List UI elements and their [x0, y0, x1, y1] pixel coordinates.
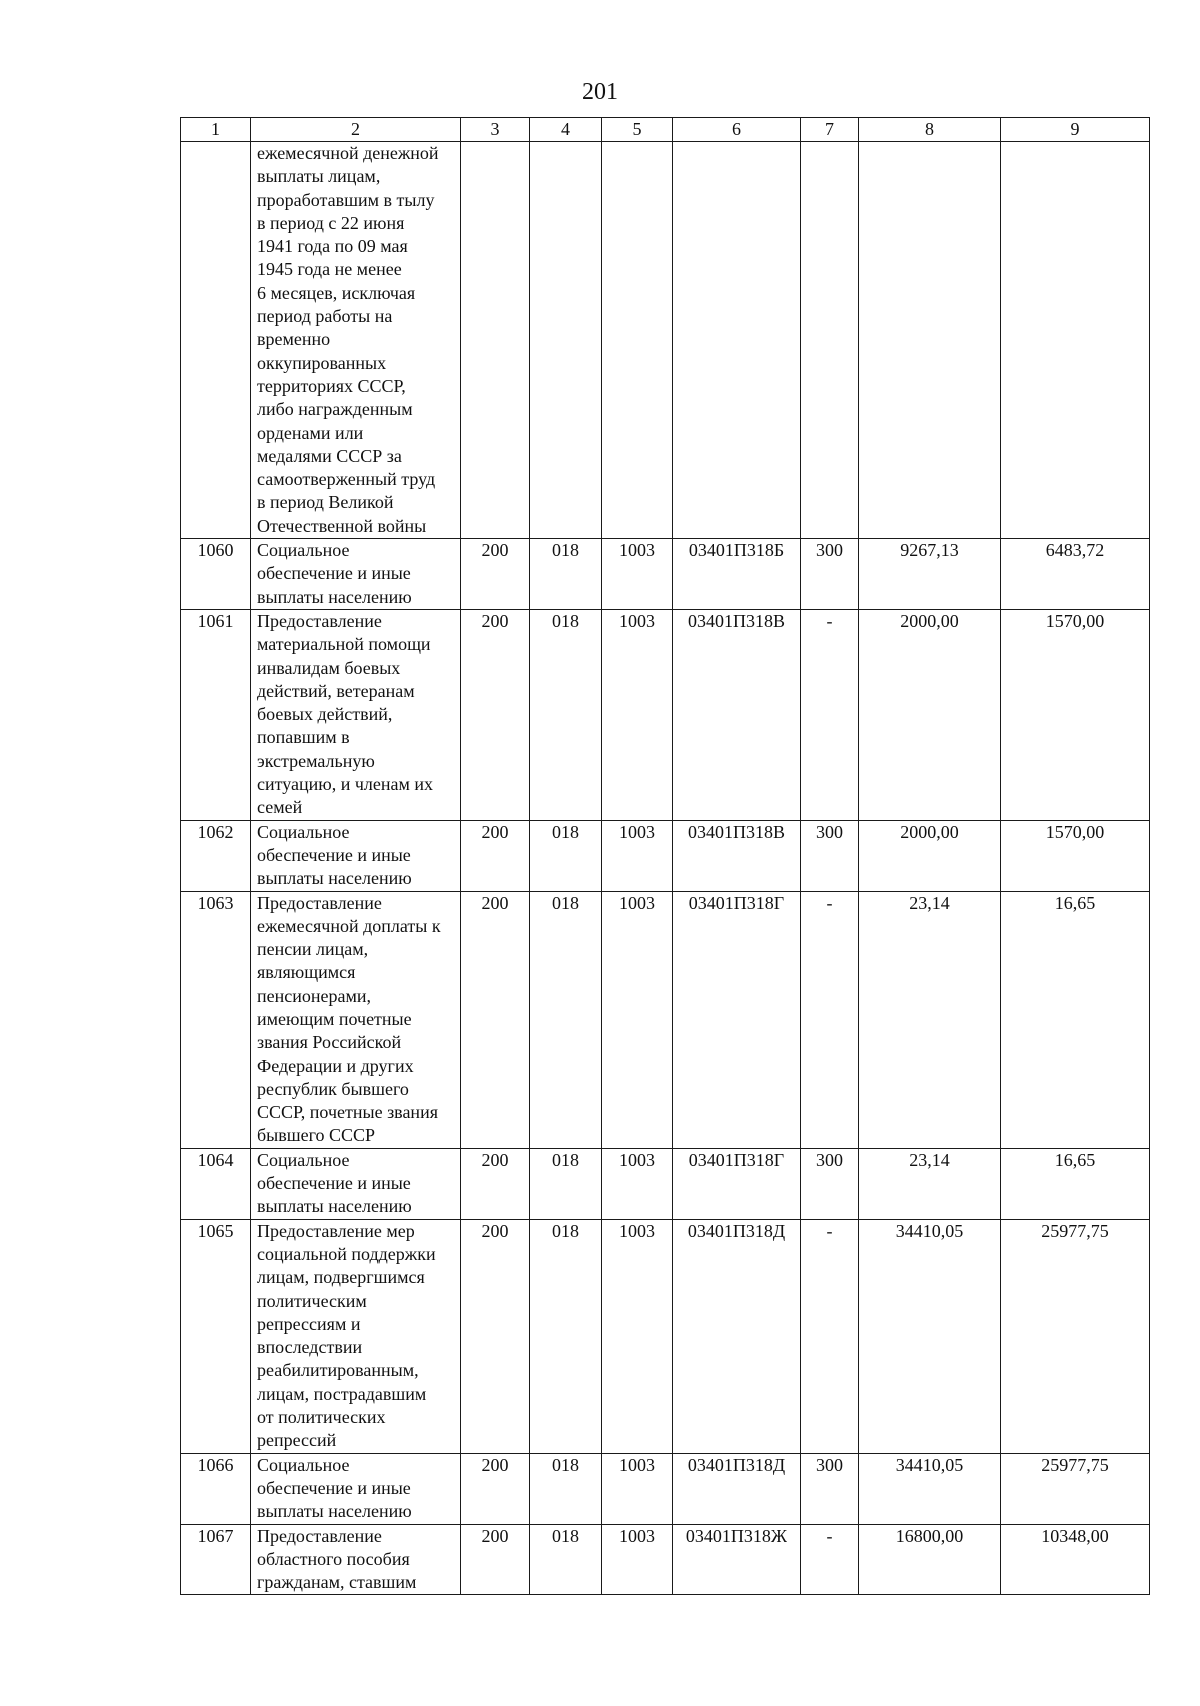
description-line: в период Великой — [257, 492, 394, 513]
description-line: медалями СССР за — [257, 445, 402, 466]
column-number-row — [181, 118, 1150, 142]
amount-planned: 34410,05 — [859, 1219, 1001, 1453]
item-description — [251, 142, 461, 539]
row-number: 1061 — [181, 609, 251, 820]
description-line: пенсионерами, — [257, 985, 372, 1006]
table-row — [181, 1524, 1150, 1595]
description-line: республик бывшего — [257, 1078, 409, 1099]
description-line: от политических — [257, 1407, 386, 1428]
description-line: лицам, пострадавшим — [257, 1383, 427, 1404]
description-line: реабилитированным, — [257, 1360, 419, 1381]
description-line: территориях СССР, — [257, 375, 406, 396]
description-line: инвалидам боевых — [257, 657, 401, 678]
table-row — [181, 820, 1150, 891]
column-header: 8 — [859, 118, 1001, 142]
admin-code: 200 — [461, 1524, 530, 1595]
amount-executed: 1570,00 — [1001, 609, 1150, 820]
admin-code: 200 — [461, 1453, 530, 1524]
column-header: 3 — [461, 118, 530, 142]
description-line: оккупированных — [257, 352, 387, 373]
amount-planned: 16800,00 — [859, 1524, 1001, 1595]
column-header: 4 — [530, 118, 602, 142]
section-code: 1003 — [602, 820, 673, 891]
column-header: 7 — [801, 118, 859, 142]
amount-executed: 16,65 — [1001, 1148, 1150, 1219]
description-line: лицам, подвергшимся — [257, 1267, 425, 1288]
description-line: обеспечение и иные — [257, 563, 411, 584]
item-description — [251, 891, 461, 1148]
description-line: экстремальную — [257, 750, 375, 771]
description-line: социальной поддержки — [257, 1243, 436, 1264]
description-line: репрессий — [257, 1430, 337, 1451]
row-number: 1062 — [181, 820, 251, 891]
column-header: 6 — [673, 118, 801, 142]
expense-type-code: 300 — [801, 820, 859, 891]
description-line: материальной помощи — [257, 634, 431, 655]
description-line: выплаты населению — [257, 1196, 412, 1217]
description-line: Предоставление — [257, 1525, 382, 1546]
description-line: Социальное — [257, 1454, 350, 1475]
description-line: обеспечение и иные — [257, 1173, 411, 1194]
description-line: Предоставление — [257, 892, 382, 913]
ministry-code: 018 — [530, 609, 602, 820]
item-description — [251, 1453, 461, 1524]
amount-planned: 34410,05 — [859, 1453, 1001, 1524]
description-line: бывшего СССР — [257, 1125, 376, 1146]
ministry-code: 018 — [530, 1219, 602, 1453]
description-line: период работы на — [257, 306, 393, 327]
amount-planned: 23,14 — [859, 1148, 1001, 1219]
section-code: 1003 — [602, 891, 673, 1148]
description-line: имеющим почетные — [257, 1008, 412, 1029]
amount-executed: 10348,00 — [1001, 1524, 1150, 1595]
admin-code: 200 — [461, 609, 530, 820]
row-number — [181, 142, 251, 539]
section-code: 1003 — [602, 1148, 673, 1219]
expense-type-code: - — [801, 891, 859, 1148]
ministry-code: 018 — [530, 1148, 602, 1219]
description-line: ежемесячной денежной — [257, 143, 439, 163]
description-line: выплаты лицам, — [257, 166, 381, 187]
column-header: 1 — [181, 118, 251, 142]
description-line: политическим — [257, 1290, 367, 1311]
target-article-code: 03401П318Г — [673, 1148, 801, 1219]
row-number: 1065 — [181, 1219, 251, 1453]
target-article-code: 03401П318Б — [673, 539, 801, 610]
item-description — [251, 1148, 461, 1219]
target-article-code: 03401П318В — [673, 820, 801, 891]
description-line: временно — [257, 329, 331, 350]
description-line: Предоставление — [257, 610, 382, 631]
description-line: самоотверженный труд — [257, 469, 436, 490]
page-number: 201 — [582, 79, 618, 105]
row-number: 1064 — [181, 1148, 251, 1219]
expense-type-code: - — [801, 609, 859, 820]
description-line: обеспечение и иные — [257, 1477, 411, 1498]
amount-planned: 2000,00 — [859, 609, 1001, 820]
item-description — [251, 539, 461, 610]
description-line: 6 месяцев, исключая — [257, 282, 416, 303]
description-line: боевых действий, — [257, 704, 393, 725]
table-row — [181, 1453, 1150, 1524]
ministry-code: 018 — [530, 820, 602, 891]
target-article-code: 03401П318Ж — [673, 1524, 801, 1595]
description-line: Социальное — [257, 540, 350, 561]
table-body — [181, 142, 1150, 1595]
row-number: 1063 — [181, 891, 251, 1148]
target-article-code: 03401П318Д — [673, 1453, 801, 1524]
amount-executed: 6483,72 — [1001, 539, 1150, 610]
description-line: выплаты населению — [257, 1501, 412, 1522]
description-line: Федерации и других — [257, 1055, 414, 1076]
description-line: обеспечение и иные — [257, 844, 411, 865]
admin-code: 200 — [461, 539, 530, 610]
admin-code: 200 — [461, 1219, 530, 1453]
expense-type-code: 300 — [801, 539, 859, 610]
expense-type-code: - — [801, 1219, 859, 1453]
description-line: Социальное — [257, 821, 350, 842]
description-line: звания Российской — [257, 1032, 402, 1053]
amount-executed: 1570,00 — [1001, 820, 1150, 891]
description-line: либо награжденным — [257, 399, 413, 420]
table-row — [181, 891, 1150, 1148]
item-description — [251, 820, 461, 891]
description-line: репрессиям и — [257, 1313, 361, 1334]
row-number: 1067 — [181, 1524, 251, 1595]
section-code: 1003 — [602, 539, 673, 610]
description-line: областного пособия — [257, 1548, 410, 1569]
row-number: 1060 — [181, 539, 251, 610]
description-line: орденами или — [257, 422, 364, 443]
description-line: выплаты населению — [257, 868, 412, 889]
table-row — [181, 539, 1150, 610]
expense-type-code: - — [801, 1524, 859, 1595]
expense-type-code: 300 — [801, 1148, 859, 1219]
description-line: проработавшим в тылу — [257, 189, 435, 210]
table-row — [181, 1148, 1150, 1219]
admin-code: 200 — [461, 891, 530, 1148]
amount-executed: 25977,75 — [1001, 1453, 1150, 1524]
description-line: впоследствии — [257, 1337, 363, 1358]
budget-table — [180, 117, 1150, 1595]
description-line: Отечественной войны — [257, 515, 427, 536]
column-header: 2 — [251, 118, 461, 142]
section-code: 1003 — [602, 1453, 673, 1524]
description-line: являющимся — [257, 962, 356, 983]
admin-code: 200 — [461, 1148, 530, 1219]
ministry-code: 018 — [530, 1453, 602, 1524]
amount-executed: 16,65 — [1001, 891, 1150, 1148]
description-line: 1941 года по 09 мая — [257, 236, 408, 257]
ministry-code: 018 — [530, 891, 602, 1148]
description-line: гражданам, ставшим — [257, 1572, 417, 1593]
expense-type-code: 300 — [801, 1453, 859, 1524]
ministry-code: 018 — [530, 539, 602, 610]
column-header: 9 — [1001, 118, 1150, 142]
target-article-code: 03401П318В — [673, 609, 801, 820]
item-description — [251, 609, 461, 820]
description-line: Предоставление мер — [257, 1220, 415, 1241]
amount-executed: 25977,75 — [1001, 1219, 1150, 1453]
description-line: выплаты населению — [257, 586, 412, 607]
table-row — [181, 1219, 1150, 1453]
description-line: в период с 22 июня — [257, 212, 405, 233]
target-article-code: 03401П318Г — [673, 891, 801, 1148]
section-code: 1003 — [602, 609, 673, 820]
description-line: действий, ветеранам — [257, 680, 415, 701]
continuation-row — [181, 142, 1150, 539]
description-line: СССР, почетные звания — [257, 1102, 438, 1123]
description-line: 1945 года не менее — [257, 259, 402, 280]
item-description — [251, 1219, 461, 1453]
row-number: 1066 — [181, 1453, 251, 1524]
description-line: ежемесячной доплаты к — [257, 915, 441, 936]
table-row — [181, 609, 1150, 820]
section-code: 1003 — [602, 1219, 673, 1453]
description-line: ситуацию, и членам их — [257, 774, 434, 795]
ministry-code: 018 — [530, 1524, 602, 1595]
amount-planned: 23,14 — [859, 891, 1001, 1148]
description-line: Социальное — [257, 1149, 350, 1170]
amount-planned: 2000,00 — [859, 820, 1001, 891]
target-article-code: 03401П318Д — [673, 1219, 801, 1453]
admin-code: 200 — [461, 820, 530, 891]
column-header: 5 — [602, 118, 673, 142]
description-line: семей — [257, 797, 303, 818]
amount-planned: 9267,13 — [859, 539, 1001, 610]
section-code: 1003 — [602, 1524, 673, 1595]
description-line: пенсии лицам, — [257, 939, 369, 960]
item-description — [251, 1524, 461, 1595]
description-line: попавшим в — [257, 727, 350, 748]
